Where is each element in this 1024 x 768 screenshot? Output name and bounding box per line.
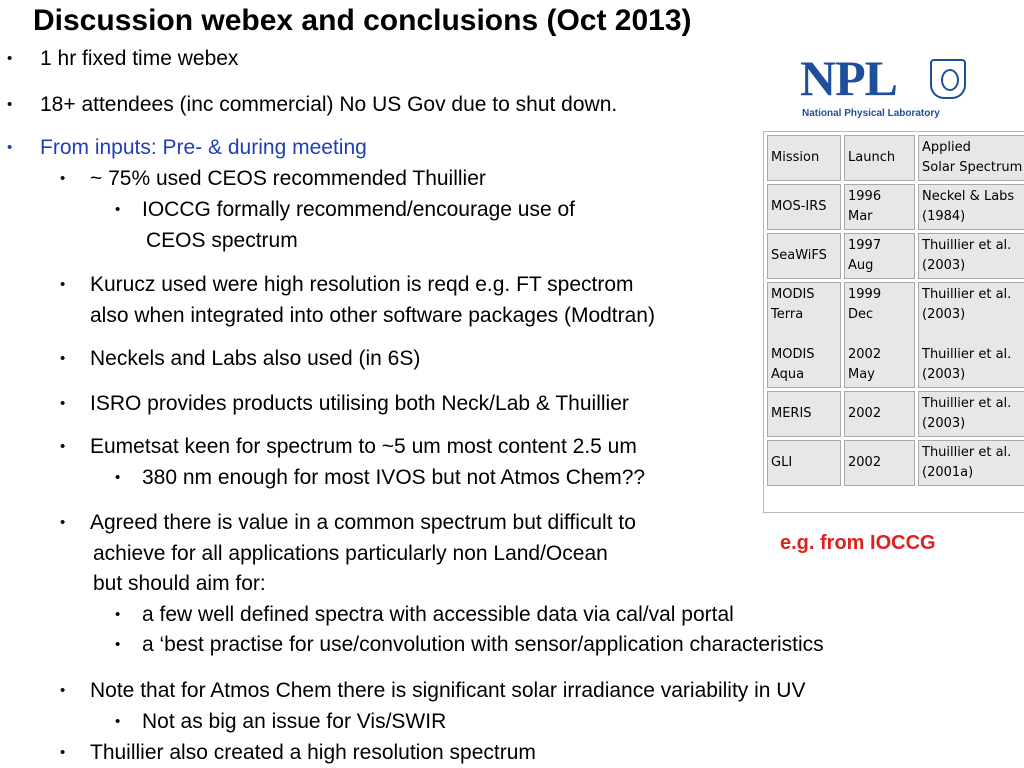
cell-text: 1997 [848, 238, 882, 253]
bullet-dot: • [115, 606, 121, 623]
cell-text: (2003) [922, 367, 966, 382]
cell-text [771, 325, 837, 345]
bullet-dot: • [60, 395, 66, 412]
bullet-line: • From inputs: Pre- & during meeting [7, 136, 367, 159]
table-row [767, 233, 1024, 279]
table-caption: e.g. from IOCCG [780, 532, 936, 554]
table-row [767, 391, 1024, 437]
table-cell [918, 391, 1024, 437]
bullet-dot: • [60, 682, 66, 699]
cell-text: Mar [848, 209, 873, 224]
bullet-dot: • [7, 96, 13, 113]
cell-text: 2002 [848, 406, 882, 421]
bullet-dot: • [115, 713, 121, 730]
bullet-dot: • [60, 170, 66, 187]
bullet-dot: • [7, 50, 13, 67]
table-cell [767, 391, 841, 437]
table-cell [918, 440, 1024, 486]
cell-text: 2002 [848, 455, 882, 470]
bullet-line: • Neckels and Labs also used (in 6S) [60, 347, 421, 370]
cell-text: Aug [848, 258, 874, 273]
cell-text: Applied [922, 140, 971, 155]
cell-text: MOS-IRS [771, 199, 827, 214]
table-cell [767, 233, 841, 279]
bullet-line: • ISRO provides products utilising both Neck/Lab & Thuillier [60, 392, 629, 415]
cell-text: Thuillier et al. [922, 287, 1012, 302]
table-cell [918, 233, 1024, 279]
cell-text: Solar Spectrum [922, 160, 1023, 175]
cell-text: MODIS [771, 287, 815, 302]
cell-text: 1999 [848, 287, 882, 302]
cell-text: Dec [848, 307, 874, 322]
bullet-line: • 380 nm enough for most IVOS but not Atmos Chem?? [115, 466, 646, 489]
cell-text: (1984) [922, 209, 966, 224]
cell-text: SeaWiFS [771, 248, 827, 263]
crest-icon [930, 59, 966, 99]
table-cell [844, 440, 915, 486]
cell-text [848, 325, 911, 345]
table-cell [844, 233, 915, 279]
slide-title: Discussion webex and conclusions (Oct 2013) [33, 4, 692, 37]
table-cell [918, 184, 1024, 230]
mission-table-grid [764, 132, 1024, 489]
table-header-row [767, 135, 1024, 181]
continuation-line: but should aim for: [93, 572, 266, 595]
cell-text [922, 325, 1024, 345]
table-row [767, 184, 1024, 230]
bullet-line: • Eumetsat keen for spectrum to ~5 um most content 2.5 um [60, 435, 637, 458]
cell-text: (2003) [922, 307, 966, 322]
cell-text: MODIS [771, 347, 815, 362]
continuation-line: achieve for all applications particularly non Land/Ocean [93, 542, 608, 565]
cell-text: Thuillier et al. [922, 396, 1012, 411]
bullet-line: • IOCCG formally recommend/encourage use of [115, 198, 576, 221]
logo-letters: NPL [800, 50, 897, 106]
table-cell [918, 135, 1024, 181]
table-cell [844, 391, 915, 437]
bullet-dot: • [60, 350, 66, 367]
bullet-line: • a ‘best practise for use/convolution with sensor/application characteristics [115, 633, 824, 656]
cell-text: (2003) [922, 258, 966, 273]
bullet-dot: • [60, 438, 66, 455]
cell-text: May [848, 367, 875, 382]
cell-text: Neckel & Labs [922, 189, 1015, 204]
cell-text: Terra [771, 307, 804, 322]
cell-text: (2001a) [922, 465, 974, 480]
cell-text: Thuillier et al. [922, 238, 1012, 253]
bullet-dot: • [60, 744, 66, 761]
bullet-dot: • [115, 201, 121, 218]
table-cell [767, 184, 841, 230]
bullet-dot: • [60, 276, 66, 293]
bullet-dot: • [115, 636, 121, 653]
cell-text: GLI [771, 455, 793, 470]
table-cell [767, 282, 841, 388]
bullet-line: • ~ 75% used CEOS recommended Thuillier [60, 167, 486, 190]
bullet-line: • a few well defined spectra with accessible data via cal/val portal [115, 603, 734, 626]
table-cell [767, 440, 841, 486]
logo-subtitle: National Physical Laboratory [802, 108, 940, 119]
bullet-line: • Not as big an issue for Vis/SWIR [115, 710, 447, 733]
table-row [767, 282, 1024, 388]
bullet-line: • Note that for Atmos Chem there is significant solar irradiance variability in UV [60, 679, 806, 702]
cell-text: Aqua [771, 367, 805, 382]
bullet-line: • Thuillier also created a high resolution spectrum [60, 741, 536, 764]
cell-text: MERIS [771, 406, 812, 421]
table-cell [918, 282, 1024, 388]
table-row [767, 440, 1024, 486]
table-cell [767, 135, 841, 181]
bullet-line: • Agreed there is value in a common spectrum but difficult to [60, 511, 636, 534]
bullet-line: • 1 hr fixed time webex [7, 47, 239, 70]
cell-text: (2003) [922, 416, 966, 431]
cell-text: Launch [848, 150, 896, 165]
bullet-line: • Kurucz used were high resolution is reqd e.g. FT spectrom [60, 273, 634, 296]
mission-table [763, 131, 1024, 513]
cell-text: Mission [771, 150, 820, 165]
continuation-line: CEOS spectrum [146, 229, 298, 252]
bullet-dot: • [115, 469, 121, 486]
bullet-line: • 18+ attendees (inc commercial) No US Gov due to shut down. [7, 93, 618, 116]
cell-text: Thuillier et al. [922, 445, 1012, 460]
npl-logo [800, 50, 970, 124]
cell-text: 2002 [848, 347, 882, 362]
continuation-line: also when integrated into other software packages (Modtran) [90, 304, 655, 327]
table-cell [844, 184, 915, 230]
table-cell [844, 135, 915, 181]
cell-text: Thuillier et al. [922, 347, 1012, 362]
bullet-dot: • [60, 514, 66, 531]
table-cell [844, 282, 915, 388]
bullet-dot: • [7, 139, 13, 156]
cell-text: 1996 [848, 189, 882, 204]
